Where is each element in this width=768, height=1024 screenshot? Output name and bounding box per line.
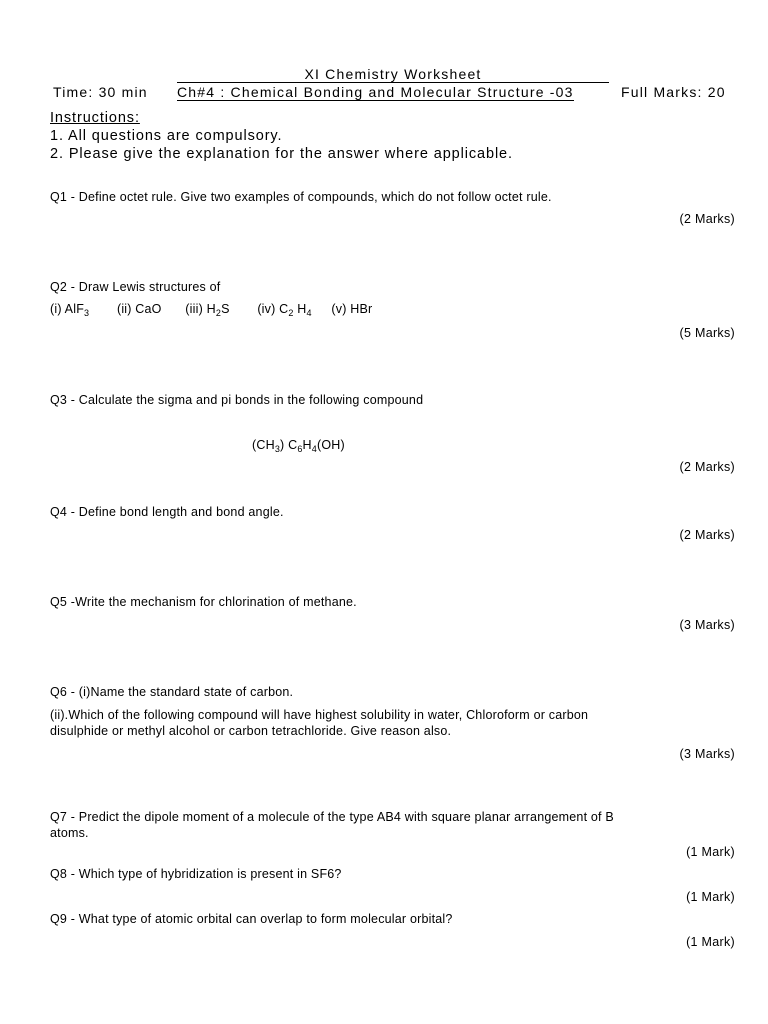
chapter-title: Ch#4 : Chemical Bonding and Molecular Structure -03 (177, 84, 574, 100)
question-2-options (50, 302, 372, 316)
question-8: Q8 - Which type of hybridization is present in SF6? (50, 867, 342, 881)
marks-q7: (1 Mark) (686, 845, 735, 859)
option-v: (v) HBr (331, 302, 373, 316)
question-2: Q2 - Draw Lewis structures of (50, 280, 221, 294)
marks-q1: (2 Marks) (679, 212, 735, 226)
instructions-heading: Instructions: (50, 110, 140, 126)
marks-q6: (3 Marks) (679, 747, 735, 761)
worksheet-title: XI Chemistry Worksheet (304, 66, 482, 82)
marks-q5: (3 Marks) (679, 618, 735, 632)
option-i: (i) AlF$_3$ (50, 302, 90, 318)
question-9: Q9 - What type of atomic orbital can overlap to form molecular orbital? (50, 912, 453, 926)
time-limit: Time: 30 min (53, 84, 148, 100)
question-6-part-1: Q6 - (i)Name the standard state of carbon. (50, 685, 294, 699)
question-6-part-2-cont: disulphide or methyl alcohol or carbon tetrachloride. Give reason also. (50, 724, 452, 738)
full-marks: Full Marks: 20 (621, 84, 726, 100)
marks-q4: (2 Marks) (679, 528, 735, 542)
marks-q8: (1 Mark) (686, 890, 735, 904)
compound-formula: $(CH_3)$ $C_6H_4(OH)$ (252, 438, 345, 454)
question-5: Q5 -Write the mechanism for chlorination of methane. (50, 595, 357, 609)
instruction-item: 1. All questions are compulsory. (50, 128, 283, 144)
instruction-item: 2. Please give the explanation for the answer where applicable. (50, 146, 513, 162)
question-1: Q1 - Define octet rule. Give two examples of compounds, which do not follow octet rule. (50, 190, 552, 204)
marks-q3: (2 Marks) (679, 460, 735, 474)
title-rule (177, 82, 609, 83)
option-iv: (iv) $C_2$ $H_4$ (257, 302, 312, 318)
question-7-cont: atoms. (50, 826, 89, 840)
option-iii: (iii) $H_2S$ (185, 302, 230, 318)
option-ii: (ii) CaO (116, 302, 162, 316)
question-7: Q7 - Predict the dipole moment of a molecule of the type AB4 with square planar arrangement of B (50, 810, 614, 824)
marks-q9: (1 Mark) (686, 935, 735, 949)
question-3: Q3 - Calculate the sigma and pi bonds in the following compound (50, 393, 424, 407)
question-4: Q4 - Define bond length and bond angle. (50, 505, 284, 519)
question-6-part-2: (ii).Which of the following compound will have highest solubility in water, Chloroform or carbon (50, 708, 589, 722)
marks-q2: (5 Marks) (679, 326, 735, 340)
